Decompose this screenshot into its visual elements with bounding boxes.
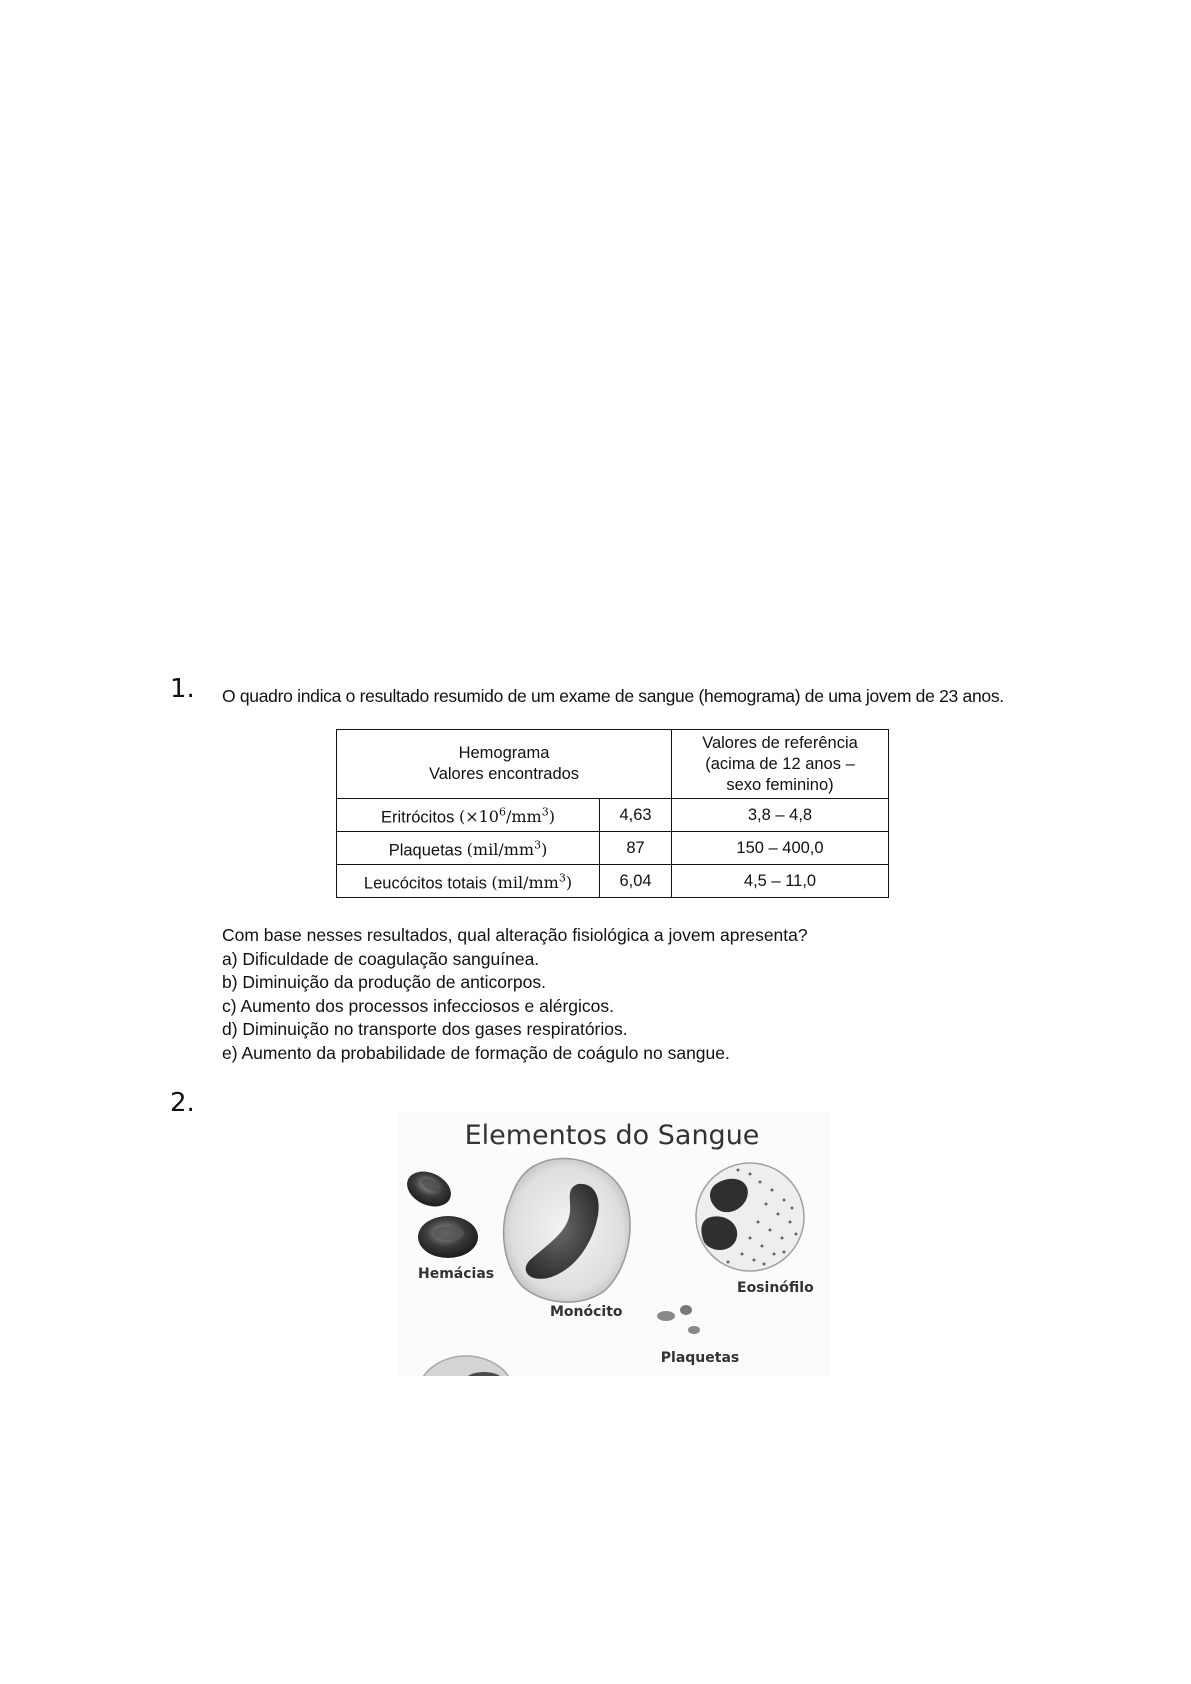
row-value: 6,04 [600,865,672,898]
row-reference: 150 – 400,0 [672,832,889,865]
row-label-cell [337,799,600,832]
row-reference: 3,8 – 4,8 [672,799,889,832]
option-b: b) Diminuição da produção de anticorpos. [222,972,546,992]
platelets [657,1305,700,1334]
table-row [337,799,889,832]
row-label-cell [337,865,600,898]
question-1-body [222,924,808,1065]
table-header-row [337,730,889,799]
question-1-statement: O quadro indica o resultado resumido de um exame de sangue (hemograma) de uma jovem de 23 anos. [222,686,1004,706]
row-reference: 4,5 – 11,0 [672,865,889,898]
table-row [337,832,889,865]
row-unit: $(\times 10^6/mm^3)$ [458,805,555,827]
question-2-number: 2. [170,1088,195,1118]
row-label-cell [337,832,600,865]
blood-elements-illustration [398,1112,830,1376]
option-a: a) Dificuldade de coagulação sanguínea. [222,948,540,969]
header-right-line-3: sexo feminino) [726,775,834,794]
row-label: Leucócitos totais [363,874,487,893]
header-left-line-1: Hemograma [458,744,550,762]
header-right-line-2: (acima de 12 anos – [705,754,855,773]
header-right-cell [672,730,889,799]
label-eosinofilo: Eosinófilo [737,1280,814,1296]
eosinophil [696,1163,804,1271]
table-row [337,865,889,898]
header-right-line-1: Valores de referência [702,733,858,752]
hemogram-table [336,729,889,898]
row-unit: $(mil/mm^3)$ [466,838,548,860]
row-value: 4,63 [600,799,672,832]
header-left-cell [337,730,672,799]
partial-cell [418,1356,514,1376]
option-e: e) Aumento da probabilidade de formação de coágulo no sangue. [222,1042,730,1063]
figure-title: Elementos do Sangue [464,1120,760,1151]
row-label: Eritrócitos [381,808,455,827]
red-blood-cells [401,1165,478,1258]
header-left-line-2: Valores encontrados [428,765,580,783]
question-1-prompt: Com base nesses resultados, qual alteração fisiológica a jovem apresenta? [222,925,808,945]
label-monocito: Monócito [550,1304,623,1320]
row-value: 87 [600,832,672,865]
option-c: c) Aumento dos processos infecciosos e alérgicos. [222,995,614,1016]
monocyte [504,1159,630,1303]
label-hemacias: Hemácias [418,1266,495,1282]
label-plaquetas: Plaquetas [660,1350,740,1366]
row-unit: $(mil/mm^3)$ [491,871,573,893]
option-d: d) Diminuição no transporte dos gases respiratórios. [222,1019,628,1039]
question-1-number: 1. [170,674,195,704]
blood-elements-figure [398,1112,830,1376]
row-label: Plaquetas [388,841,463,860]
